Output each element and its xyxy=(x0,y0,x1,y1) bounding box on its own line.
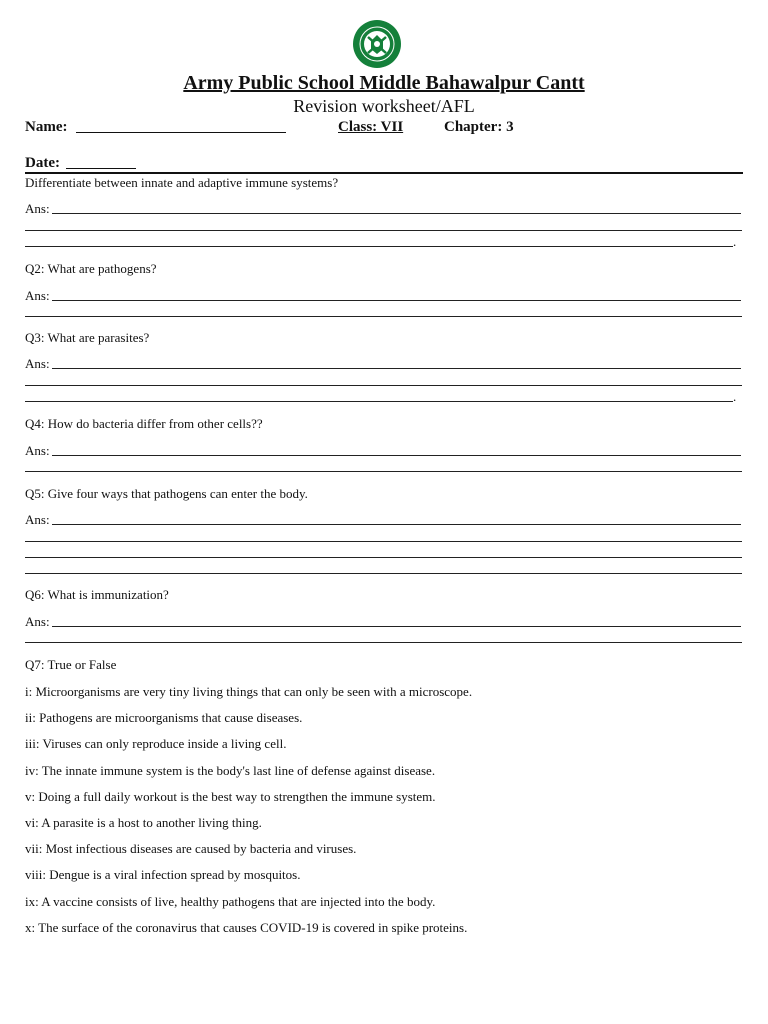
answer-label-3: Ans: xyxy=(25,356,50,371)
line-end-dot: . xyxy=(733,234,737,249)
answer-label-1: Ans: xyxy=(25,201,50,216)
true-false-item: i: Microorganisms are very tiny living things that can only be seen with a microscope. xyxy=(25,684,473,699)
true-false-item: ix: A vaccine consists of live, healthy pathogens that are injected into the body. xyxy=(25,894,436,909)
answer-line xyxy=(25,471,742,472)
answer-line xyxy=(25,246,733,247)
answer-line xyxy=(25,541,742,542)
answer-label-5: Ans: xyxy=(25,512,50,527)
true-false-item: viii: Dengue is a viral infection spread by mosquitos. xyxy=(25,867,301,882)
answer-label-2: Ans: xyxy=(25,288,50,303)
chapter-label: Chapter: 3 xyxy=(444,119,514,135)
answer-line xyxy=(25,573,742,574)
answer-line xyxy=(52,300,741,301)
true-false-item: iv: The innate immune system is the body's last line of defense against disease. xyxy=(25,763,436,778)
answer-line xyxy=(25,230,742,231)
true-false-item: vi: A parasite is a host to another living thing. xyxy=(25,815,262,830)
true-false-heading: Q7: True or False xyxy=(25,657,117,672)
answer-line xyxy=(52,213,741,214)
name-blank-line xyxy=(76,132,286,133)
question-6: Q6: What is immunization? xyxy=(25,587,169,602)
answer-line xyxy=(25,401,733,402)
answer-line xyxy=(52,455,741,456)
line-end-dot: . xyxy=(733,389,737,404)
true-false-item: x: The surface of the coronavirus that causes COVID-19 is covered in spike proteins. xyxy=(25,920,468,935)
answer-line xyxy=(25,642,742,643)
true-false-item: ii: Pathogens are microorganisms that cause diseases. xyxy=(25,710,303,725)
answer-line xyxy=(25,316,742,317)
question-5: Q5: Give four ways that pathogens can enter the body. xyxy=(25,486,308,501)
question-1: Differentiate between innate and adaptive immune systems? xyxy=(25,175,339,190)
answer-label-4: Ans: xyxy=(25,443,50,458)
answer-line xyxy=(52,368,741,369)
answer-line xyxy=(52,626,741,627)
question-3: Q3: What are parasites? xyxy=(25,330,150,345)
date-blank-line xyxy=(66,168,136,169)
answer-label-6: Ans: xyxy=(25,614,50,629)
true-false-item: vii: Most infectious diseases are caused by bacteria and viruses. xyxy=(25,841,357,856)
question-2: Q2: What are pathogens? xyxy=(25,261,157,276)
worksheet-subtitle: Revision worksheet/AFL xyxy=(293,96,475,116)
name-label: Name: xyxy=(25,119,68,135)
answer-line xyxy=(25,385,742,386)
school-name: Army Public School Middle Bahawalpur Cantt xyxy=(183,72,585,94)
class-label: Class: VII xyxy=(338,119,404,135)
header-divider xyxy=(25,172,743,174)
true-false-item: v: Doing a full daily workout is the best way to strengthen the immune system. xyxy=(25,789,436,804)
question-4: Q4: How do bacteria differ from other cells?? xyxy=(25,416,263,431)
answer-line xyxy=(52,524,741,525)
true-false-item: iii: Viruses can only reproduce inside a living cell. xyxy=(25,736,287,751)
school-crest-logo xyxy=(350,19,404,69)
date-label: Date: xyxy=(25,155,60,171)
answer-line xyxy=(25,557,742,558)
